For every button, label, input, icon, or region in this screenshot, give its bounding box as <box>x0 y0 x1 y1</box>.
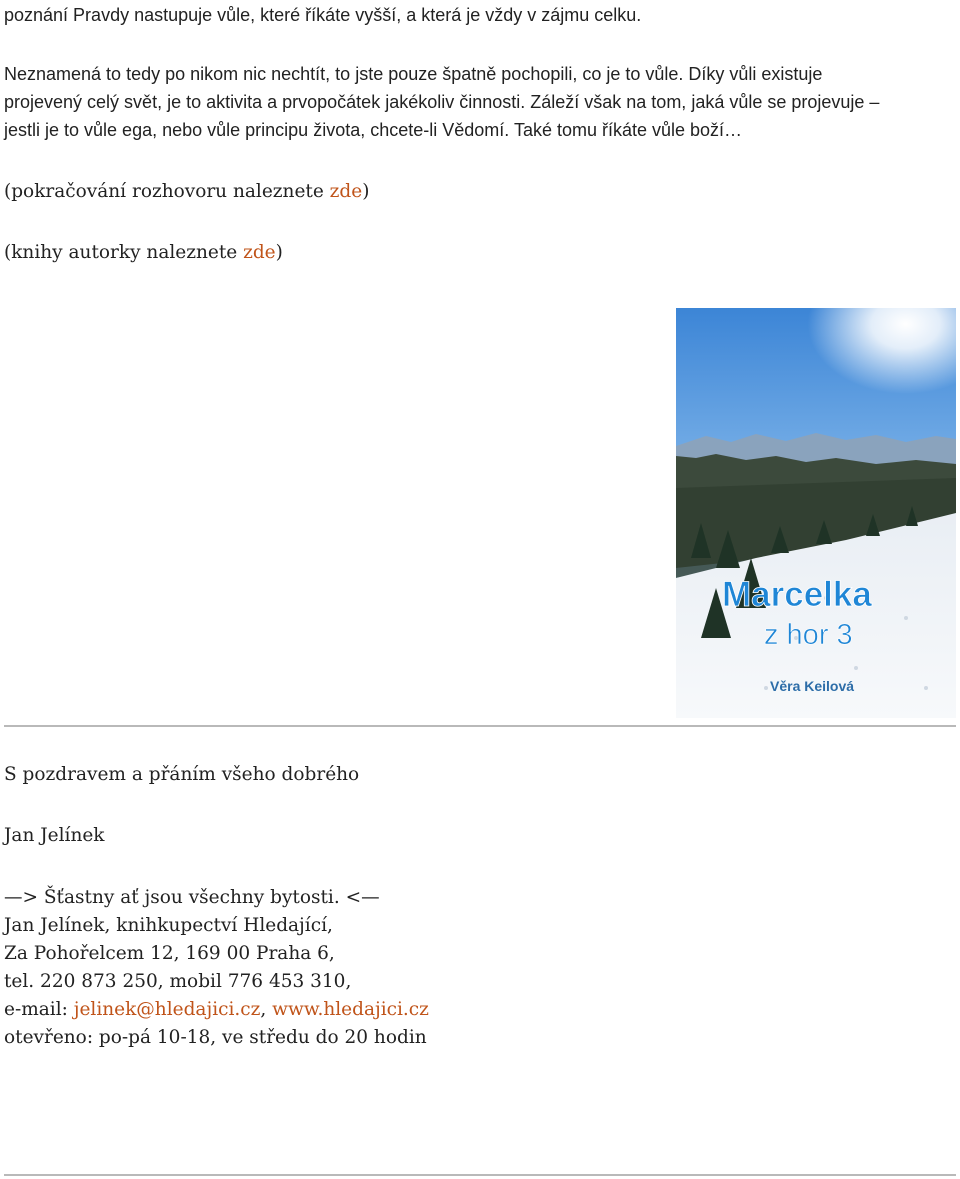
shop-line: Jan Jelínek, knihkupectví Hledající, <box>4 915 333 936</box>
divider-bottom <box>4 1174 956 1176</box>
paragraph-line-3: jestli je to vůle ega, nebo vůle principu života, chcete-li Vědomí. Také tomu říkáte vůle boží… <box>4 120 743 140</box>
paragraph-line-2: projevený celý svět, je to aktivita a prvopočátek jakékoliv činnosti. Záleží však na tom, jaká vůle se projevuje – <box>4 92 880 112</box>
book-title-line1: Marcelka <box>722 575 872 614</box>
divider-top <box>4 725 956 727</box>
books-note <box>4 240 283 266</box>
book-cover-image[interactable] <box>676 308 956 718</box>
contact-separator: , <box>260 999 273 1020</box>
email-prefix: e-mail: <box>4 999 74 1020</box>
website-link[interactable]: www.hledajici.cz <box>272 999 429 1020</box>
greeting: S pozdravem a přáním všeho dobrého <box>4 764 360 785</box>
book-title-line2: z hor 3 <box>764 619 853 651</box>
book-author: Věra Keilová <box>770 678 855 694</box>
intro-text-line: poznání Pravdy nastupuje vůle, které říkáte vyšší, a která je vždy v zájmu celku. <box>4 5 642 25</box>
contact-line <box>4 997 429 1023</box>
email-link[interactable]: jelinek@hledajici.cz <box>73 999 261 1020</box>
continuation-note <box>4 179 369 205</box>
address-line: Za Pohořelcem 12, 169 00 Praha 6, <box>4 943 335 964</box>
opening-hours: otevřeno: po-pá 10-18, ve středu do 20 hodin <box>4 1027 427 1048</box>
books-prefix: (knihy autorky naleznete <box>4 242 244 263</box>
author-name: Jan Jelínek <box>4 825 105 846</box>
continuation-suffix: ) <box>362 181 370 202</box>
motto: —> Šťastny ať jsou všechny bytosti. <— <box>4 887 380 908</box>
paragraph-line-1: Neznamená to tedy po nikom nic nechtít, to jste pouze špatně pochopili, co je to vůle. Díky vůli existuje <box>4 64 823 84</box>
phone-line: tel. 220 873 250, mobil 776 453 310, <box>4 971 352 992</box>
books-link[interactable]: zde <box>243 242 276 263</box>
book-cover-illustration <box>676 308 956 718</box>
continuation-prefix: (pokračování rozhovoru naleznete <box>4 181 330 202</box>
books-suffix: ) <box>275 242 283 263</box>
continuation-link[interactable]: zde <box>329 181 363 202</box>
